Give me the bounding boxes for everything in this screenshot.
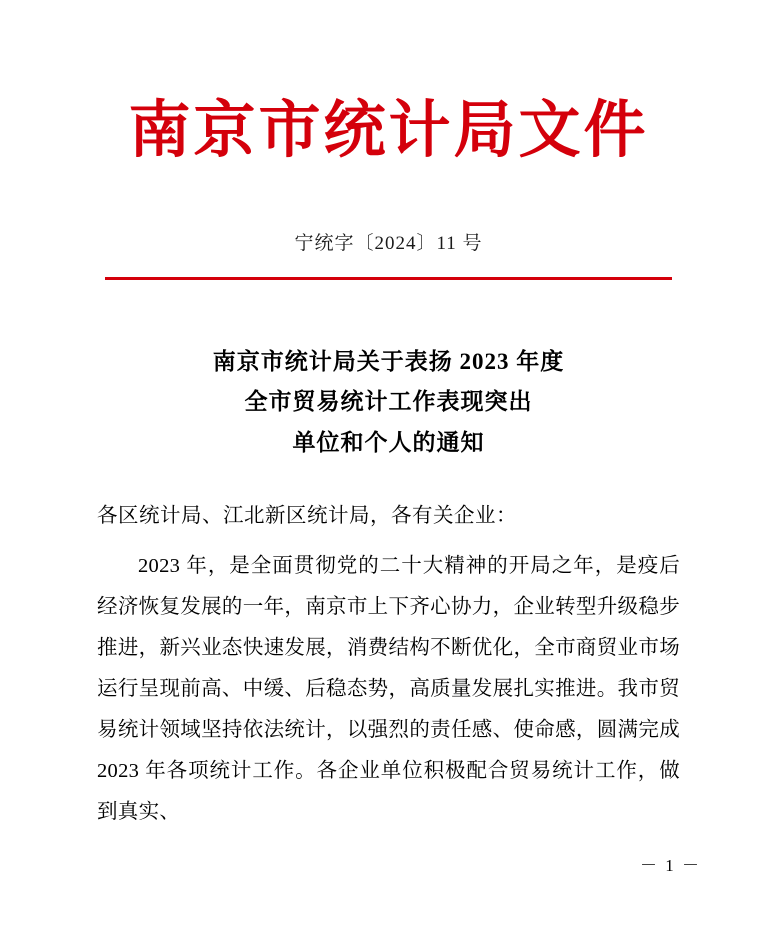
- subject-line-1: 南京市统计局关于表扬 2023 年度: [212, 349, 565, 375]
- subject-line-3: 单位和个人的通知: [292, 429, 485, 455]
- subject-line-2: 全市贸易统计工作表现突出: [244, 389, 533, 415]
- page-number: － 1 －: [640, 856, 701, 875]
- document-header: [0, 0, 777, 280]
- body-paragraph-1: 2023 年，是全面贯彻党的二十大精神的开局之年，是疫后经济恢复发展的一年，南京市上下齐心协力，企业转型升级稳步推进，新兴业态快速发展，消费结构不断优化，全市商贸业市场运行呈现前高、中缓、后稳态势，高质量发展扎实推进。我市贸易统计领域坚持依法统计，以强烈的责任感、使命感，圆满完成 2023 年各项统计工作。各企业单位积极配合贸易统计工作，做到真实、: [97, 554, 680, 823]
- page-title: 南京市统计局文件: [128, 93, 649, 166]
- document-body: [97, 501, 680, 833]
- document-number: 宁统字〔2024〕11 号: [294, 233, 483, 255]
- salutation: 各区统计局、江北新区统计局，各有关企业：: [97, 504, 517, 527]
- document-subject: [0, 342, 777, 463]
- red-divider-rule: [105, 277, 672, 280]
